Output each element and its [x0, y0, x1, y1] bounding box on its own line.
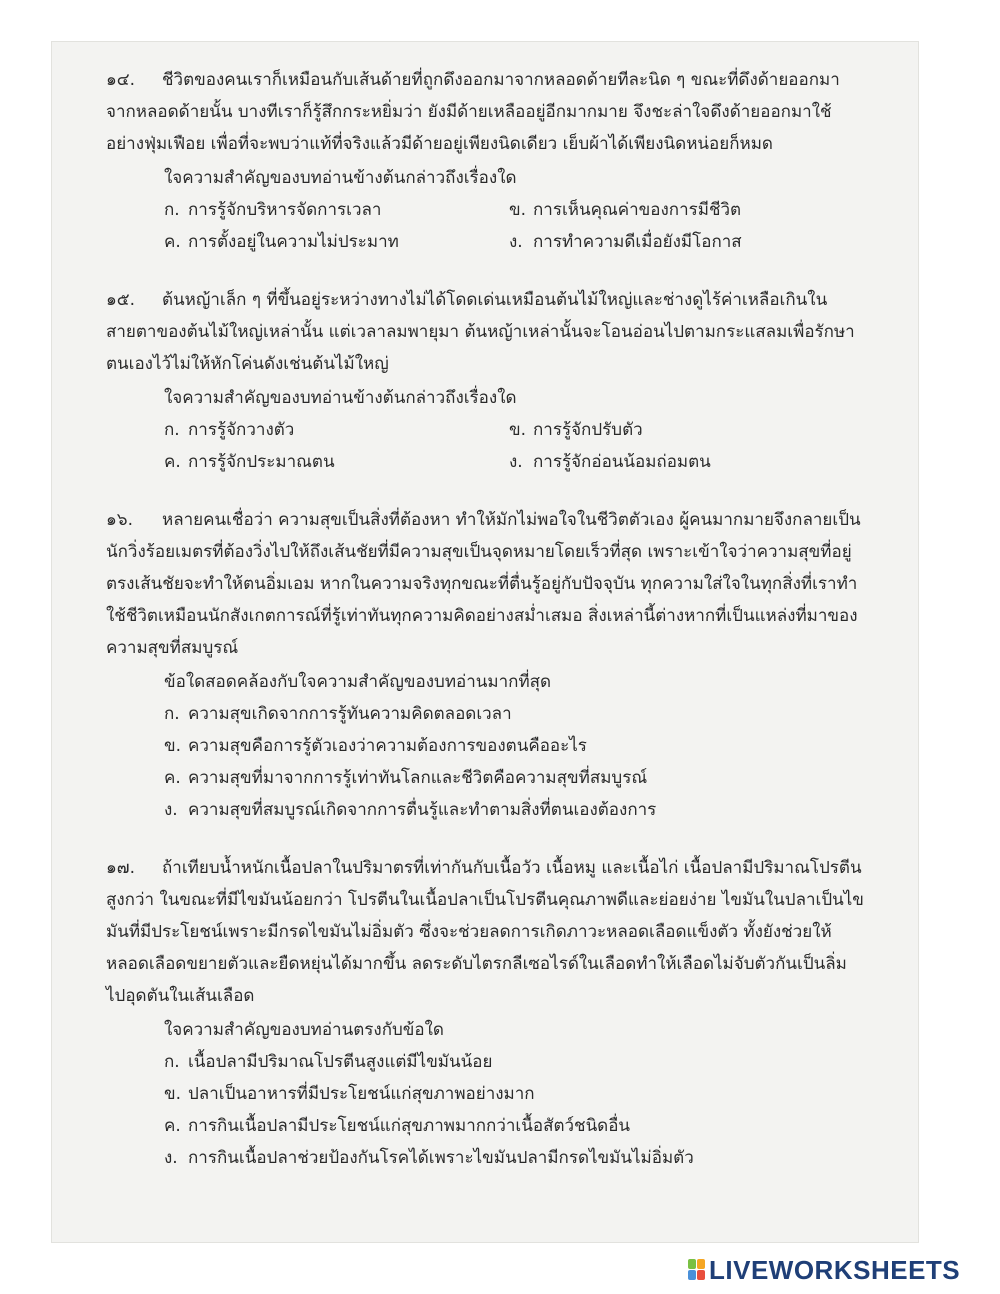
option-label: ง.	[164, 1148, 178, 1168]
option-text: การทำความดีเมื่อยังมีโอกาส	[533, 232, 742, 252]
option-text: การรู้จักวางตัว	[188, 420, 295, 440]
question-prompt: ข้อใดสอดคล้องกับใจความสำคัญของบทอ่านมากที่สุด	[164, 672, 552, 692]
option-text: ความสุขที่มาจากการรู้เท่าทันโลกและชีวิตคือความสุขที่สมบูรณ์	[188, 768, 648, 788]
question-text: ถ้าเทียบน้ำหนักเนื้อปลาในปริมาตรที่เท่ากันกับเนื้อวัว เนื้อหมู และเนื้อไก่ เนื้อปลามีปริมาณโปรตีนสูงกว่า ในขณะที่มีไขมันน้อยกว่า โปรตีนในเนื้อปลาเป็นโปรตีนคุณภาพดีและย่อยง่าย ไขมันในปลาเป็นไขมันที่มีประโยชน์เพราะมีกรดไขมันไม่อิ่มตัว ซึ่งจะช่วยลดการเกิดภาวะหลอดเลือดแข็งตัว ทั้งยังช่วยให้หลอดเลือดขยายตัวและยืดหยุ่นได้มากขึ้น ลดระดับไตรกลีเซอไรด์ในเลือดทำให้เลือดไม่จับตัวกันเป็นลิ่มไปอุดตันในเส้นเลือด	[106, 858, 864, 1006]
option-label: ก.	[164, 200, 180, 220]
option-text: การตั้งอยู่ในความไม่ประมาท	[188, 232, 399, 252]
option-text: การกินเนื้อปลาช่วยป้องกันโรคได้เพราะไขมันปลามีกรดไขมันไม่อิ่มตัว	[188, 1148, 694, 1168]
question-prompt: ใจความสำคัญของบทอ่านข้างต้นกล่าวถึงเรื่องใด	[164, 388, 517, 408]
option-label: ก.	[164, 704, 180, 724]
logo-mark-icon	[688, 1259, 706, 1281]
option-text: ความสุขที่สมบูรณ์เกิดจากการตื่นรู้และทำตามสิ่งที่ตนเองต้องการ	[188, 800, 657, 820]
answer-options	[164, 414, 866, 478]
answer-option[interactable]	[164, 194, 509, 226]
option-text: ความสุขเกิดจากการรู้ทันความคิดตลอดเวลา	[188, 704, 512, 724]
question-16	[106, 504, 866, 826]
option-label: ข.	[509, 420, 527, 440]
question-passage	[106, 504, 866, 664]
option-label: ง.	[164, 800, 178, 820]
logo-square-2	[697, 1259, 705, 1269]
question-prompt: ใจความสำคัญของบทอ่านข้างต้นกล่าวถึงเรื่องใด	[164, 168, 517, 188]
answer-options	[164, 194, 866, 258]
option-text: การรู้จักปรับตัว	[533, 420, 643, 440]
answer-option[interactable]	[164, 698, 866, 730]
answer-option[interactable]	[509, 194, 854, 226]
answer-options	[164, 1046, 866, 1174]
option-label: ข.	[164, 1084, 182, 1104]
option-text: เนื้อปลามีปริมาณโปรตีนสูงแต่มีไขมันน้อย	[188, 1052, 493, 1072]
answer-option[interactable]	[509, 226, 854, 258]
question-number: ๑๗.	[106, 858, 135, 878]
question-passage	[106, 852, 866, 1012]
option-text: การรู้จักบริหารจัดการเวลา	[188, 200, 382, 220]
answer-option[interactable]	[164, 1078, 866, 1110]
option-label: ค.	[164, 1116, 181, 1136]
logo-square-3	[688, 1270, 696, 1280]
answer-options	[164, 698, 866, 826]
question-passage	[106, 284, 866, 380]
option-label: ค.	[164, 232, 181, 252]
worksheet-content	[106, 64, 866, 1200]
answer-option[interactable]	[164, 1142, 866, 1174]
question-17	[106, 852, 866, 1174]
question-text: ต้นหญ้าเล็ก ๆ ที่ขึ้นอยู่ระหว่างทางไม่ได้โดดเด่นเหมือนต้นไม้ใหญ่และช่างดูไร้ค่าเหลือเกินในสายตาของต้นไม้ใหญ่เหล่านั้น แต่เวลาลมพายุมา ต้นหญ้าเหล่านั้นจะโอนอ่อนไปตามกระแสลมเพื่อรักษาตนเองไว้ไม่ให้หักโค่นดังเช่นต้นไม้ใหญ่	[106, 290, 855, 374]
option-text: ปลาเป็นอาหารที่มีประโยชน์แก่สุขภาพอย่างมาก	[188, 1084, 535, 1104]
question-prompt: ใจความสำคัญของบทอ่านตรงกับข้อใด	[164, 1020, 444, 1040]
answer-option[interactable]	[164, 730, 866, 762]
answer-option[interactable]	[164, 794, 866, 826]
question-14	[106, 64, 866, 258]
answer-option[interactable]	[164, 1110, 866, 1142]
answer-option[interactable]	[164, 226, 509, 258]
option-label: ค.	[164, 452, 181, 472]
option-label: ก.	[164, 1052, 180, 1072]
answer-option[interactable]	[509, 414, 854, 446]
logo-square-4	[697, 1270, 705, 1280]
option-label: ง.	[509, 232, 523, 252]
option-label: ค.	[164, 768, 181, 788]
answer-option[interactable]	[164, 762, 866, 794]
question-15	[106, 284, 866, 478]
option-text: ความสุขคือการรู้ตัวเองว่าความต้องการของตนคืออะไร	[188, 736, 587, 756]
question-number: ๑๔.	[106, 70, 136, 90]
option-text: การเห็นคุณค่าของการมีชีวิต	[533, 200, 742, 220]
question-number: ๑๕.	[106, 290, 136, 310]
logo-square-1	[688, 1259, 696, 1269]
option-label: ข.	[509, 200, 527, 220]
option-text: การรู้จักประมาณตน	[188, 452, 335, 472]
question-passage	[106, 64, 866, 160]
answer-option[interactable]	[164, 414, 509, 446]
question-text: หลายคนเชื่อว่า ความสุขเป็นสิ่งที่ต้องหา ทำให้มักไม่พอใจในชีวิตตัวเอง ผู้คนมากมายจึงกลายเป็นนักวิ่งร้อยเมตรที่ต้องวิ่งไปให้ถึงเส้นชัยที่มีความสุขเป็นจุดหมายโดยเร็วที่สุด เพราะเข้าใจว่าความสุขที่อยู่ตรงเส้นชัยจะทำให้ตนอิ่มเอม หากในความจริงทุกขณะที่ตื่นรู้อยู่กับปัจจุบัน ทุกความใส่ใจในทุกสิ่งที่เราทำใช้ชีวิตเหมือนนักสังเกตการณ์ที่รู้เท่าทันทุกความคิดอย่างสม่ำเสมอ สิ่งเหล่านี้ต่างหากที่เป็นแหล่งที่มาของความสุขที่สมบูรณ์	[106, 510, 861, 658]
option-label: ง.	[509, 452, 523, 472]
brand-name: LIVEWORKSHEETS	[709, 1254, 961, 1285]
question-text: ชีวิตของคนเราก็เหมือนกับเส้นด้ายที่ถูกดึงออกมาจากหลอดด้ายทีละนิด ๆ ขณะที่ดึงด้ายออกมาจากหลอดด้ายนั้น บางทีเราก็รู้สึกกระหยิ่มว่า ยังมีด้ายเหลืออยู่อีกมากมาย จึงชะล่าใจดึงด้ายออกมาใช้อย่างฟุ่มเฟือย เพื่อที่จะพบว่าแท้ที่จริงแล้วมีด้ายอยู่เพียงนิดเดียว เย็บผ้าได้เพียงนิดหน่อยก็หมด	[106, 70, 840, 154]
answer-option[interactable]	[509, 446, 854, 478]
option-label: ข.	[164, 736, 182, 756]
option-text: การกินเนื้อปลามีประโยชน์แก่สุขภาพมากกว่าเนื้อสัตว์ชนิดอื่น	[188, 1116, 631, 1136]
liveworksheets-logo[interactable]	[688, 1256, 960, 1284]
answer-option[interactable]	[164, 446, 509, 478]
option-label: ก.	[164, 420, 180, 440]
answer-option[interactable]	[164, 1046, 866, 1078]
question-number: ๑๖.	[106, 510, 133, 530]
option-text: การรู้จักอ่อนน้อมถ่อมตน	[533, 452, 711, 472]
